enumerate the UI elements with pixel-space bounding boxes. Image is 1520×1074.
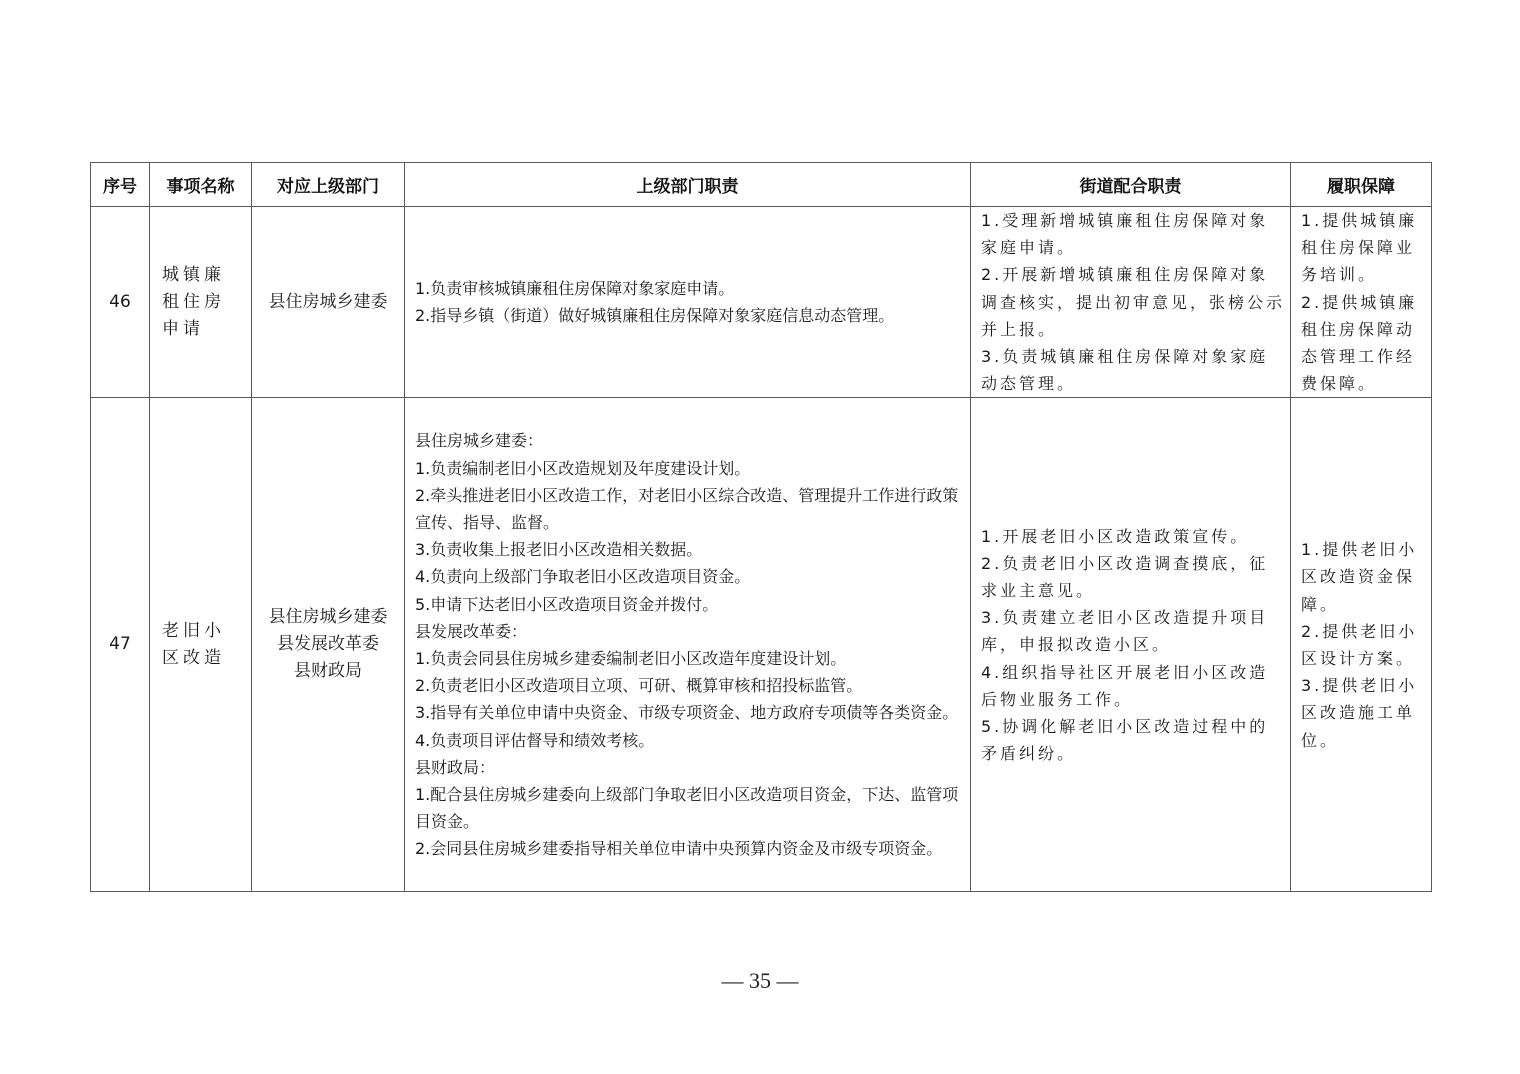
duty-line: 3.负责城镇廉租住房保障对象家庭动态管理。 [981,347,1269,394]
duty-line: 4.负责项目评估督导和绩效考核。 [415,730,655,750]
duty-line: 1.配合县住房城乡建委向上级部门争取老旧小区改造项目资金，下达、监管项目资金。 [415,784,959,832]
duty-line: 5.申请下达老旧小区改造项目资金并拨付。 [415,594,719,614]
table-row [91,207,1432,398]
duty-line: 2.牵头推进老旧小区改造工作，对老旧小区综合改造、管理提升工作进行政策宣传、指导、监督。 [415,485,959,532]
street-duties-cell [971,207,1291,398]
duty-line: 1.受理新增城镇廉租住房保障对象家庭申请。 [981,211,1269,258]
page-number: — 35 — [721,968,799,993]
duty-section-heading: 县住房城乡建委： [415,431,544,451]
superior-duties-cell [405,398,971,892]
guarantee-line: 1.提供老旧小区改造资金保障。 [1301,540,1418,614]
guarantees-cell [1291,207,1432,398]
department-name: 县发展改革委 [277,634,379,655]
guarantee-line: 3.提供老旧小区改造施工单位。 [1301,676,1418,750]
duty-line: 4.组织指导社区开展老旧小区改造后物业服务工作。 [981,662,1269,709]
street-duties-cell [971,398,1291,892]
duty-line: 3.负责收集上报老旧小区改造相关数据。 [415,540,703,560]
guarantee-line: 2.提供城镇廉租住房保障动态管理工作经费保障。 [1301,292,1418,394]
duty-line: 1.开展老旧小区改造政策宣传。 [981,526,1250,546]
guarantee-line: 2.提供老旧小区设计方案。 [1301,621,1418,668]
duty-line: 2.开展新增城镇廉租住房保障对象调查核实，提出初审意见，张榜公示并上报。 [981,265,1286,339]
header-item-name: 事项名称 [150,163,252,207]
header-superior-duties: 上级部门职责 [405,163,971,207]
header-guarantees: 履职保障 [1291,163,1432,207]
duty-line: 2.负责老旧小区改造项目立项、可研、概算审核和招投标监管。 [415,676,863,696]
duty-line: 2.负责老旧小区改造调查摸底，征求业主意见。 [981,553,1269,600]
department-name: 县住房城乡建委 [268,291,388,312]
duty-line: 2.会同县住房城乡建委指导相关单位申请中央预算内资金及市级专项资金。 [415,839,943,859]
duty-line: 1.负责编制老旧小区改造规划及年度建设计划。 [415,458,751,478]
duty-table [90,162,1432,892]
header-department: 对应上级部门 [252,163,405,207]
duty-line: 2.指导乡镇（街道）做好城镇廉租住房保障对象家庭信息动态管理。 [415,306,895,326]
superior-duties-cell [405,207,971,398]
table-row [91,398,1432,892]
row-number: 47 [91,398,150,892]
duty-line: 1.负责会同县住房城乡建委编制老旧小区改造年度建设计划。 [415,648,847,668]
guarantees-cell [1291,398,1432,892]
department-cell [252,207,405,398]
duty-line: 1.负责审核城镇廉租住房保障对象家庭申请。 [415,279,735,298]
department-cell [252,398,405,892]
duty-section-heading: 县发展改革委： [415,621,528,641]
duty-line: 5.协调化解老旧小区改造过程中的矛盾纠纷。 [981,716,1269,764]
duty-line: 4.负责向上级部门争取老旧小区改造项目资金。 [415,567,751,587]
department-name: 县住房城乡建委 [268,607,388,628]
row-number: 46 [91,207,150,398]
duty-section-heading: 县财政局： [415,757,496,777]
duty-line: 3.指导有关单位申请中央资金、市级专项资金、地方政府专项债等各类资金。 [415,703,959,723]
item-name: 老旧小区改造 [150,398,252,892]
header-number: 序号 [91,163,150,207]
header-street-duties: 街道配合职责 [971,163,1291,207]
table-header-row [91,163,1432,207]
duty-line: 3.负责建立老旧小区改造提升项目库，申报拟改造小区。 [981,608,1269,655]
item-name: 城镇廉租住房申请 [150,207,252,398]
guarantee-line: 1.提供城镇廉租住房保障业务培训。 [1301,211,1418,285]
department-name: 县财政局 [294,661,362,682]
